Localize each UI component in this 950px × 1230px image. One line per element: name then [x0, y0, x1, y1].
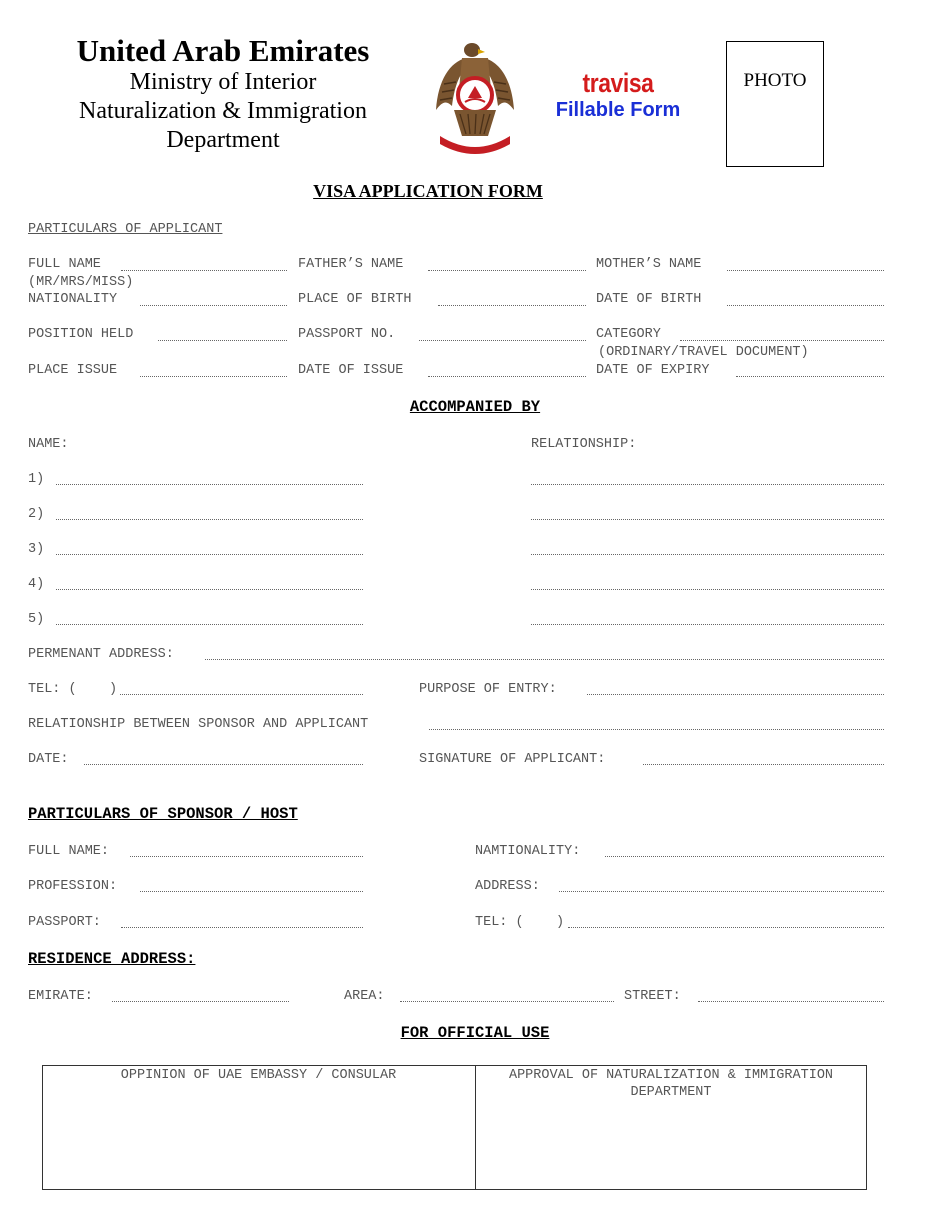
purpose-of-entry-field[interactable]	[587, 694, 884, 695]
accompanied-row-4-name-field[interactable]	[56, 589, 363, 590]
accompanied-row-2-number: 2)	[28, 507, 45, 522]
photo-box	[726, 41, 824, 167]
accompanied-row-3-number: 3)	[28, 542, 45, 557]
nationality-field[interactable]	[140, 305, 287, 306]
sponsor-full-name-field[interactable]	[130, 856, 363, 857]
sponsor-tel-label: TEL: ( )	[475, 915, 565, 930]
accompanied-row-1-number: 1)	[28, 472, 45, 487]
accompanied-row-5-number: 5)	[28, 612, 45, 627]
position-held-label: POSITION HELD	[28, 327, 134, 342]
country-title: United Arab Emirates	[76, 33, 370, 68]
category-note: (ORDINARY/TRAVEL DOCUMENT)	[598, 345, 809, 360]
passport-no-field[interactable]	[419, 340, 586, 341]
sponsor-address-label: ADDRESS:	[475, 879, 540, 894]
department-line-1: Naturalization & Immigration	[79, 98, 367, 124]
date-of-expiry-label: DATE OF EXPIRY	[596, 363, 710, 378]
sponsor-nationality-field[interactable]	[605, 856, 884, 857]
fathers-name-field[interactable]	[428, 270, 586, 271]
full-name-label: FULL NAME	[28, 257, 101, 272]
ministry-header	[48, 34, 398, 155]
date-of-birth-field[interactable]	[727, 305, 884, 306]
category-label: CATEGORY	[596, 327, 661, 342]
date-field[interactable]	[84, 764, 363, 765]
mothers-name-field[interactable]	[727, 270, 884, 271]
date-of-birth-label: DATE OF BIRTH	[596, 292, 702, 307]
mothers-name-label: MOTHER’S NAME	[596, 257, 702, 272]
signature-field[interactable]	[643, 764, 884, 765]
approval-heading-line-2: DEPARTMENT	[630, 1085, 712, 1100]
full-name-field[interactable]	[121, 270, 287, 271]
department-line-2: Department	[166, 127, 280, 153]
applicant-section-label: PARTICULARS OF APPLICANT	[28, 222, 223, 237]
full-name-note: (MR/MRS/MISS)	[28, 275, 134, 290]
emirate-label: EMIRATE:	[28, 989, 93, 1004]
accompanied-relationship-label: RELATIONSHIP:	[531, 437, 637, 452]
place-of-birth-label: PLACE OF BIRTH	[298, 292, 412, 307]
passport-no-label: PASSPORT NO.	[298, 327, 396, 342]
residence-title: RESIDENCE ADDRESS:	[28, 950, 196, 968]
sponsor-profession-label: PROFESSION:	[28, 879, 118, 894]
sponsor-profession-field[interactable]	[140, 891, 363, 892]
accompanied-row-5-relationship-field[interactable]	[531, 624, 884, 625]
relationship-sponsor-field[interactable]	[429, 729, 884, 730]
street-label: STREET:	[624, 989, 681, 1004]
approval-area[interactable]	[476, 1102, 866, 1189]
photo-label: PHOTO	[743, 70, 807, 91]
sponsor-full-name-label: FULL NAME:	[28, 844, 110, 859]
accompanied-row-5-name-field[interactable]	[56, 624, 363, 625]
accompanied-row-1-relationship-field[interactable]	[531, 484, 884, 485]
sponsor-passport-field[interactable]	[121, 927, 363, 928]
accompanied-row-4-relationship-field[interactable]	[531, 589, 884, 590]
permanent-address-label: PERMENANT ADDRESS:	[28, 647, 174, 662]
sponsor-title: PARTICULARS OF SPONSOR / HOST	[28, 805, 298, 823]
nationality-label: NATIONALITY	[28, 292, 118, 307]
form-title	[0, 181, 856, 202]
applicant-tel-label: TEL: ( )	[28, 682, 118, 697]
category-field[interactable]	[680, 340, 884, 341]
sponsor-passport-label: PASSPORT:	[28, 915, 101, 930]
place-of-birth-field[interactable]	[438, 305, 586, 306]
uae-emblem-icon	[432, 40, 518, 154]
approval-heading-line-1: APPROVAL OF NATURALIZATION & IMMIGRATION	[508, 1068, 834, 1083]
form-title-text: VISA APPLICATION FORM	[313, 181, 543, 201]
brand-subtitle: Fillable Form	[555, 99, 681, 121]
accompanied-name-label: NAME:	[28, 437, 69, 452]
accompanied-row-3-relationship-field[interactable]	[531, 554, 884, 555]
date-of-issue-label: DATE OF ISSUE	[298, 363, 404, 378]
sponsor-nationality-label: NAMTIONALITY:	[475, 844, 581, 859]
place-issue-field[interactable]	[140, 376, 287, 377]
accompanied-title	[0, 398, 950, 416]
signature-label: SIGNATURE OF APPLICANT:	[419, 752, 606, 767]
area-field[interactable]	[400, 1001, 614, 1002]
accompanied-title-text: ACCOMPANIED BY	[409, 398, 541, 416]
accompanied-row-2-relationship-field[interactable]	[531, 519, 884, 520]
travisa-brand	[548, 68, 688, 122]
official-title-text: FOR OFFICIAL USE	[400, 1024, 550, 1042]
accompanied-row-2-name-field[interactable]	[56, 519, 363, 520]
accompanied-row-4-number: 4)	[28, 577, 45, 592]
official-title	[0, 1024, 950, 1042]
permanent-address-field[interactable]	[205, 659, 884, 660]
purpose-of-entry-label: PURPOSE OF ENTRY:	[419, 682, 557, 697]
area-label: AREA:	[344, 989, 385, 1004]
position-held-field[interactable]	[158, 340, 287, 341]
emirate-field[interactable]	[112, 1001, 289, 1002]
relationship-sponsor-label: RELATIONSHIP BETWEEN SPONSOR AND APPLICANT	[28, 717, 369, 732]
brand-name: travisa	[582, 68, 654, 98]
accompanied-row-3-name-field[interactable]	[56, 554, 363, 555]
applicant-tel-field[interactable]	[120, 694, 363, 695]
street-field[interactable]	[698, 1001, 884, 1002]
date-label: DATE:	[28, 752, 69, 767]
embassy-opinion-area[interactable]	[43, 1102, 474, 1189]
ministry-name: Ministry of Interior	[129, 69, 317, 95]
accompanied-row-1-name-field[interactable]	[56, 484, 363, 485]
fathers-name-label: FATHER’S NAME	[298, 257, 404, 272]
place-issue-label: PLACE ISSUE	[28, 363, 118, 378]
date-of-expiry-field[interactable]	[736, 376, 884, 377]
sponsor-tel-field[interactable]	[568, 927, 884, 928]
embassy-opinion-heading: OPPINION OF UAE EMBASSY / CONSULAR	[120, 1068, 397, 1083]
date-of-issue-field[interactable]	[428, 376, 586, 377]
sponsor-address-field[interactable]	[559, 891, 884, 892]
